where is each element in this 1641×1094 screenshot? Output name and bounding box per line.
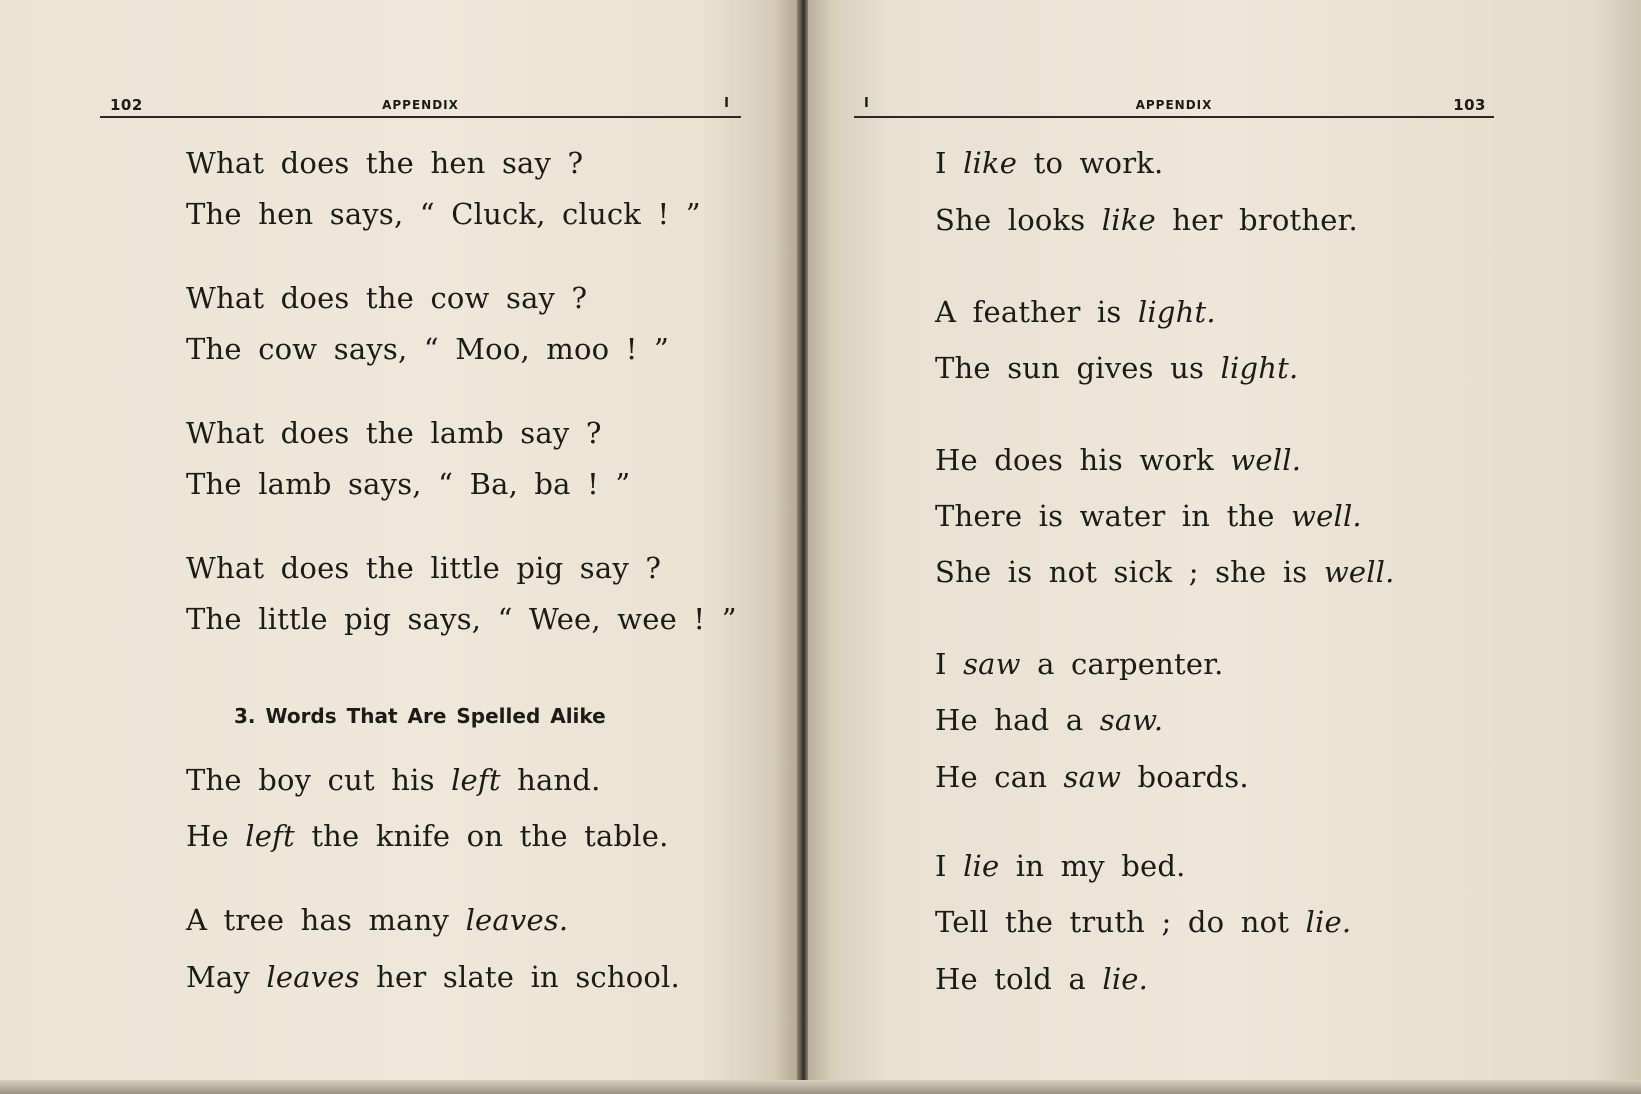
text-line [186,763,601,797]
text-line: What does the little pig say ? [186,551,662,585]
emphasized-word: lie. [1305,905,1352,939]
emphasized-word: like [1101,203,1156,237]
text-line [935,146,1163,180]
text-line [935,443,1301,477]
section-heading: 3. Words That Are Spelled Alike [234,704,606,728]
page-bottom-edge [0,1080,1641,1094]
line-text: hand. [500,763,601,797]
text-line: What does the lamb say ? [186,416,602,450]
text-line [186,903,568,937]
running-head-title: APPENDIX [382,98,459,112]
corner-mark: I [864,96,869,111]
line-text: There is water in the [935,499,1292,533]
line-text: the knife on the table. [294,819,669,853]
text-line [935,351,1298,385]
line-text: a carpenter. [1020,647,1224,681]
text-line [186,819,669,853]
line-text: He told a [935,962,1103,996]
page-number: 103 [1453,96,1486,114]
emphasized-word: light. [1220,351,1299,385]
text-line [935,647,1224,681]
line-text: The boy cut his [186,763,452,797]
emphasized-word: saw [963,647,1021,681]
text-line: The hen says, “ Cluck, cluck ! ” [186,197,701,231]
text-line [935,849,1186,883]
line-text: A feather is [935,295,1138,329]
running-head-title: APPENDIX [1135,98,1213,112]
book-gutter [797,0,808,1094]
line-text: She is not sick ; she is [935,555,1324,589]
text-line [186,960,680,994]
line-text: to work. [1017,146,1164,180]
line-text: her brother. [1155,203,1358,237]
right-running-header [854,92,1494,118]
text-line: What does the hen say ? [186,146,584,180]
line-text: May [186,960,267,994]
line-text: He does his work [935,443,1231,477]
emphasized-word: saw. [1099,703,1164,737]
emphasized-word: well. [1291,499,1362,533]
text-line [935,760,1249,794]
text-line [935,499,1362,533]
line-text: The sun gives us [935,351,1221,385]
emphasized-word: light. [1137,295,1216,329]
emphasized-word: lie. [1102,962,1149,996]
text-line: The little pig says, “ Wee, wee ! ” [186,602,737,636]
line-text: He had a [935,703,1100,737]
line-text: I [935,146,964,180]
line-text: He [186,819,246,853]
emphasized-word: like [963,146,1018,180]
line-text: boards. [1121,760,1249,794]
text-line [935,703,1163,737]
left-running-header [100,92,741,118]
emphasized-word: left [451,763,501,797]
text-line [935,555,1395,589]
text-line [935,905,1351,939]
right-page [808,0,1641,1094]
left-page [0,0,797,1094]
emphasized-word: leaves [266,960,360,994]
emphasized-word: left [245,819,295,853]
emphasized-word: lie [963,849,1000,883]
emphasized-word: leaves. [465,903,569,937]
text-line: The lamb says, “ Ba, ba ! ” [186,467,631,501]
line-text: I [935,849,964,883]
text-line [935,295,1216,329]
emphasized-word: saw [1063,760,1122,794]
emphasized-word: well. [1230,443,1302,477]
line-text: She looks [935,203,1102,237]
line-text: Tell the truth ; do not [935,905,1306,939]
text-line: What does the cow say ? [186,281,588,315]
line-text: in my bed. [999,849,1186,883]
emphasized-word: well. [1323,555,1395,589]
text-line [935,203,1358,237]
line-text: her slate in school. [359,960,680,994]
line-text: A tree has many [186,903,466,937]
text-line: The cow says, “ Moo, moo ! ” [186,332,670,366]
line-text: He can [935,760,1064,794]
page-number: 102 [110,96,143,114]
line-text: I [935,647,964,681]
corner-mark: I [724,96,729,111]
text-line [935,962,1148,996]
